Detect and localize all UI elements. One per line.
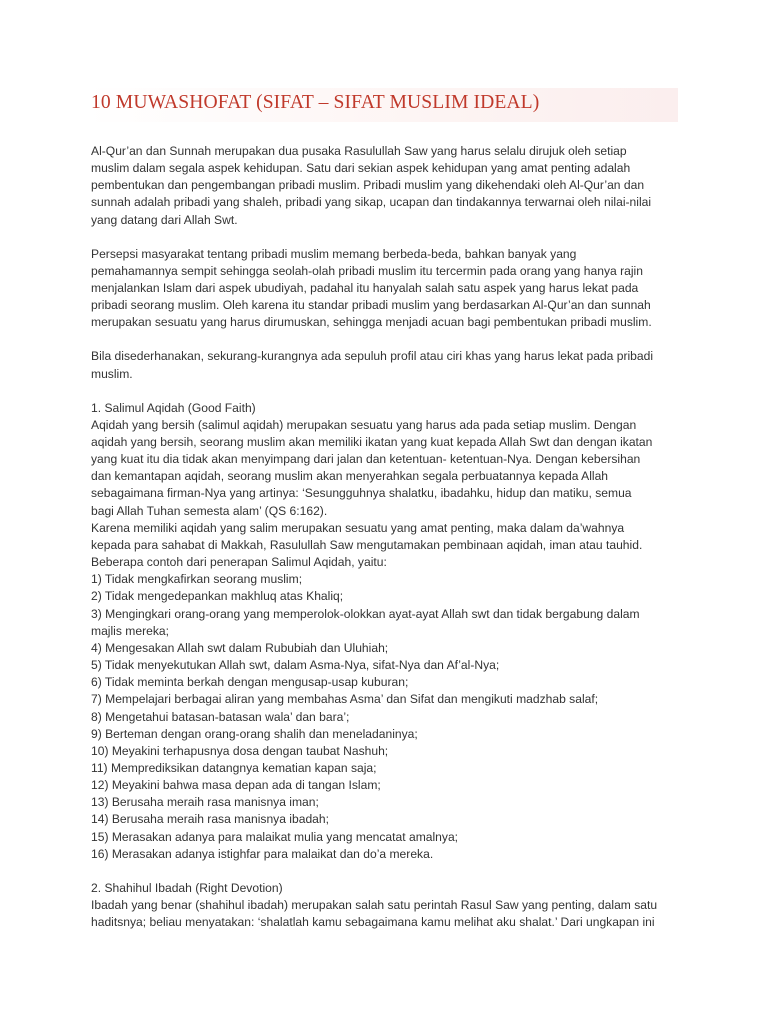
text-line: Beberapa contoh dari penerapan Salimul Aqidah, yaitu: <box>91 555 387 570</box>
text-line: 11) Memprediksikan datangnya kematian kapan saja; <box>91 760 377 775</box>
paragraph <box>91 246 691 332</box>
paragraph <box>91 143 691 229</box>
text-line: 13) Berusaha meraih rasa manisnya iman; <box>91 795 319 810</box>
text-line: 2) Tidak mengedepankan makhluq atas Khaliq; <box>91 589 344 604</box>
text-line: yang kuat itu dia tidak akan menyimpang dari jalan dan ketentuan- ketentuan-Nya. Dengan kebersihan <box>91 452 641 467</box>
text-line: yang datang dari Allah Swt. <box>91 212 238 227</box>
text-line: 14) Berusaha meraih rasa manisnya ibadah; <box>91 812 329 827</box>
text-line: menjalankan Islam dari aspek ubudiyah, padahal itu hanyalah salah satu aspek yang harus lekat pada <box>91 281 639 296</box>
text-line: merupakan sesuatu yang harus dirumuskan, sehingga menjadi acuan bagi pembentukan pribadi muslim. <box>91 315 652 330</box>
text-line: 12) Meyakini bahwa masa depan ada di tangan Islam; <box>91 778 381 793</box>
article-body <box>91 143 691 948</box>
text-line: majlis mereka; <box>91 623 169 638</box>
text-line: Bila disederhanakan, sekurang-kurangnya ada sepuluh profil atau ciri khas yang harus lekat pada pribadi <box>91 349 654 364</box>
text-line: muslim dalam segala aspek kehidupan. Satu dari sekian aspek kehidupan yang amat penting adalah <box>91 161 631 176</box>
text-line: muslim. <box>91 366 133 381</box>
paragraph <box>91 348 691 382</box>
text-line: 6) Tidak meminta berkah dengan mengusap-usap kuburan; <box>91 675 409 690</box>
text-line: Aqidah yang bersih (salimul aqidah) merupakan sesuatu yang harus ada pada setiap muslim. Dengan <box>91 417 637 432</box>
text-line: dan kemantapan aqidah, seorang muslim akan menyerahkan segala perbuatannya kepada Allah <box>91 469 609 484</box>
text-line: Ibadah yang benar (shahihul ibadah) merupakan salah satu perintah Rasul Saw yang penting, dalam satu <box>91 898 658 912</box>
text-line: pemahamannya sempit sehingga seolah-olah pribadi muslim itu tercermin pada orang yang hanya rajin <box>91 263 643 278</box>
text-line: pembentukan dan pengembangan pribadi muslim. Pribadi muslim yang dikehendaki oleh Al-Qur’an dan <box>91 178 645 193</box>
paragraph <box>91 880 691 931</box>
text-line: bagi Allah Tuhan semesta alam’ (QS 6:162). <box>91 503 328 518</box>
text-line: aqidah yang bersih, seorang muslim akan memiliki ikatan yang kuat kepada Allah Swt dan dengan ikatan <box>91 435 653 449</box>
text-line: Karena memiliki aqidah yang salim merupakan sesuatu yang amat penting, maka dalam da’wahnya <box>91 520 625 535</box>
text-line: 2. Shahihul Ibadah (Right Devotion) <box>91 880 283 895</box>
text-line: pribadi seorang muslim. Oleh karena itu standar pribadi muslim yang berdasarkan Al-Qur’an dan sunnah <box>91 298 651 313</box>
text-line: 3) Mengingkari orang-orang yang memperolok-olokkan ayat-ayat Allah swt dan tidak bergabung dalam <box>91 606 640 621</box>
text-line: 16) Merasakan adanya istighfar para malaikat dan do’a mereka. <box>91 846 434 861</box>
text-line: Al-Qur’an dan Sunnah merupakan dua pusaka Rasulullah Saw yang harus selalu dirujuk oleh setiap <box>91 144 627 158</box>
text-line: 9) Berteman dengan orang-orang shalih dan meneladaninya; <box>91 726 418 741</box>
paragraph <box>91 400 691 863</box>
text-line: 5) Tidak menyekutukan Allah swt, dalam Asma-Nya, sifat-Nya dan Af’al-Nya; <box>91 658 500 673</box>
text-line: 4) Mengesakan Allah swt dalam Rububiah dan Uluhiah; <box>91 640 389 655</box>
text-line: haditsnya; beliau menyatakan: ‘shalatlah kamu sebagaimana kamu melihat aku shalat.’ Dari ungkapan ini <box>91 915 655 930</box>
article-title: 10 MUWASHOFAT (SIFAT – SIFAT MUSLIM IDEAL) <box>91 92 540 113</box>
text-line: 8) Mengetahui batasan-batasan wala’ dan bara’; <box>91 709 350 724</box>
text-line: sunnah adalah pribadi yang shaleh, pribadi yang sikap, ucapan dan tindakannya terwarnai oleh nilai-nilai <box>91 195 652 210</box>
text-line: 15) Merasakan adanya para malaikat mulia yang mencatat amalnya; <box>91 829 459 844</box>
text-line: 1. Salimul Aqidah (Good Faith) <box>91 400 256 415</box>
text-line: 10) Meyakini terhapusnya dosa dengan taubat Nashuh; <box>91 743 389 758</box>
text-line: 7) Mempelajari berbagai aliran yang membahas Asma’ dan Sifat dan mengikuti madzhab salaf; <box>91 692 599 707</box>
text-line: Persepsi masyarakat tentang pribadi muslim memang berbeda-beda, bahkan banyak yang <box>91 246 577 261</box>
text-line: 1) Tidak mengkafirkan seorang muslim; <box>91 572 303 587</box>
text-line: kepada para sahabat di Makkah, Rasulullah Saw mengutamakan pembinaan aqidah, iman atau tauhid. <box>91 537 643 552</box>
text-line: sebagaimana firman-Nya yang artinya: ‘Sesungguhnya shalatku, ibadahku, hidup dan matiku, semua <box>91 486 632 501</box>
